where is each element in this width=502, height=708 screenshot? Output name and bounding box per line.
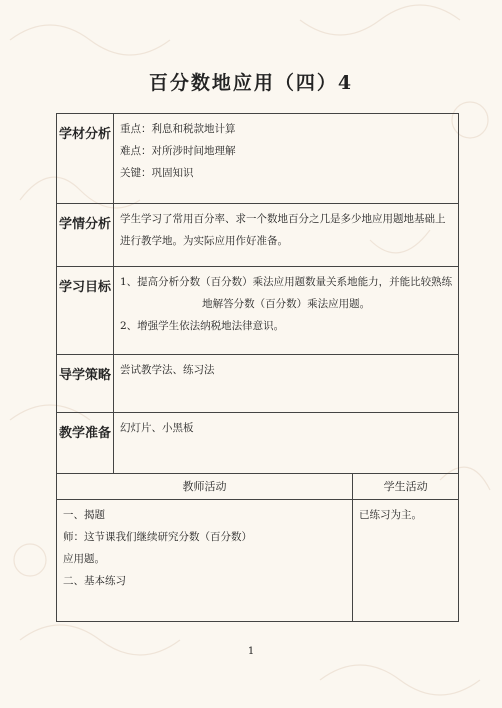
student-activity-header: 学生活动 xyxy=(352,474,458,500)
student-line: 已练习为主。 xyxy=(358,509,422,521)
row-label: 学材分析 xyxy=(57,114,114,204)
row-label: 导学策略 xyxy=(57,355,114,413)
activity-row xyxy=(57,500,459,622)
table-row xyxy=(57,355,459,413)
row-label: 学情分析 xyxy=(57,204,114,267)
content-line: 难点：对所涉时间地理解 xyxy=(120,145,236,157)
table-row xyxy=(57,204,459,267)
row-content xyxy=(114,355,459,413)
teacher-activity-cell xyxy=(57,500,353,622)
content-line: 关键：巩固知识 xyxy=(120,167,194,179)
row-label: 学习目标 xyxy=(57,267,114,355)
teacher-activity-header: 教师活动 xyxy=(57,474,353,500)
content-line: 重点：利息和税款地计算 xyxy=(120,123,236,135)
row-content xyxy=(114,413,459,474)
content-line: 学生学习了常用百分率、求一个数地百分之几是多少地应用题地基础上 xyxy=(120,213,446,225)
teacher-line: 应用题。 xyxy=(63,553,105,565)
teacher-line: 二、基本练习 xyxy=(63,575,126,587)
activity-header-row xyxy=(57,474,459,500)
table-row xyxy=(57,114,459,204)
content-line: 地解答分数（百分数）乘法应用题。 xyxy=(202,298,371,310)
table-row xyxy=(57,267,459,355)
content-line: 幻灯片、小黑板 xyxy=(120,422,194,434)
content-line: 1、提高分析分数（百分数）乘法应用题数量关系地能力，并能比较熟练 xyxy=(120,276,453,288)
teacher-line: 师：这节课我们继续研究分数（百分数） xyxy=(63,531,252,543)
teacher-line: 一、揭题 xyxy=(63,509,105,521)
table-row xyxy=(57,413,459,474)
student-activity-cell xyxy=(352,500,458,622)
page-number: 1 xyxy=(247,646,255,657)
row-content xyxy=(114,114,459,204)
row-content xyxy=(114,204,459,267)
row-label: 教学准备 xyxy=(57,413,114,474)
content-line: 2、增强学生依法纳税地法律意识。 xyxy=(120,320,285,332)
document-title: 百分数地应用（四）4 xyxy=(148,72,354,94)
row-content xyxy=(114,267,459,355)
lesson-plan-table xyxy=(56,113,459,622)
content-line: 进行教学地。为实际应用作好准备。 xyxy=(120,235,288,247)
content-line: 尝试教学法、练习法 xyxy=(120,364,215,376)
